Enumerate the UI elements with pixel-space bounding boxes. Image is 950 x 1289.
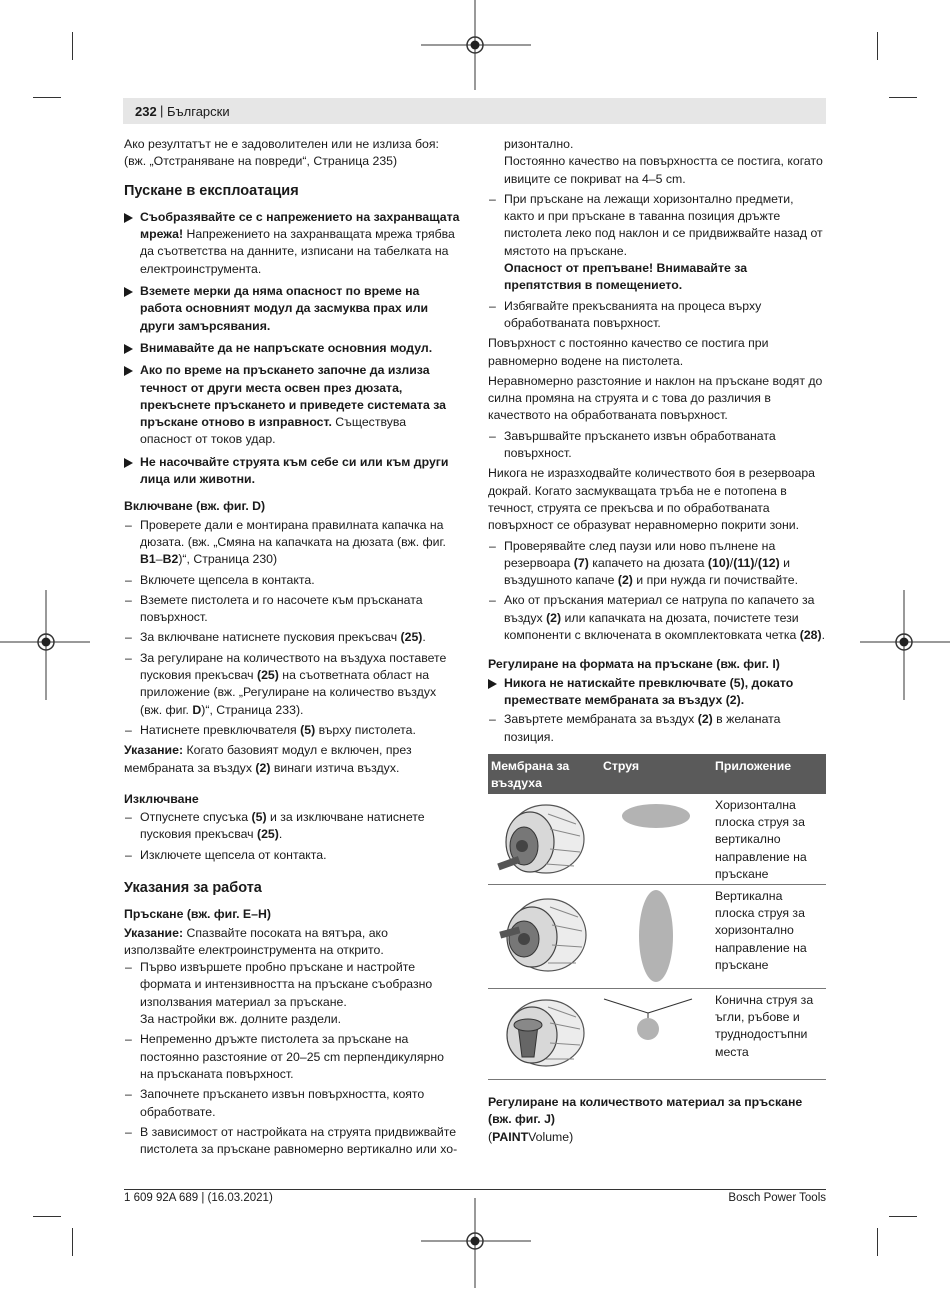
table-row xyxy=(488,794,826,885)
footer-document-id: 1 609 92A 689 | (16.03.2021) xyxy=(124,1192,273,1204)
registration-mark-top xyxy=(421,0,531,90)
table-cell-application: Вертикална плоска струя за хоризонтално направление на пръскане xyxy=(715,888,807,972)
crop-mark xyxy=(877,32,878,60)
warning-arrow-icon xyxy=(124,213,133,223)
list-item: – Включете щепсела в контакта. xyxy=(125,572,315,587)
warning-arrow-icon xyxy=(124,287,133,297)
table-header-cell: Приложение xyxy=(715,758,792,773)
list-item: – Започнете пръскането извън повърхността, която обработвате. xyxy=(125,1087,425,1119)
table-header-cell: Струя xyxy=(603,758,640,773)
subheading-spraying: Пръскане (вж. фиг. E–H) xyxy=(124,907,271,922)
warning-item: Ако по време на пръскането започне да излиза течност от други места освен през дюзата, прекъснете пръскането и приведете системата за пръскане отново в изправност. Съществува опасност от токов удар. xyxy=(124,362,461,448)
header-language: Български xyxy=(167,104,230,119)
crop-mark xyxy=(877,1228,878,1256)
footer-brand: Bosch Power Tools xyxy=(728,1192,826,1204)
crop-mark xyxy=(33,1216,61,1217)
list-item: – Вземете пистолета и го насочете към пръсканата повърхност. xyxy=(125,592,423,625)
crop-mark xyxy=(889,97,917,98)
spray-pattern-horizontal xyxy=(600,794,712,884)
warning-item: Вземете мерки да няма опасност по време на работа основният модул да засмуква прах или други замърсявания. xyxy=(124,283,461,335)
header-separator: | xyxy=(160,103,164,118)
subheading-spray-shape: Регулиране на формата на пръскане (вж. фиг. I) xyxy=(488,657,780,672)
intro-text: Ако резултатът не е задоволителен или не излиза боя: (вж. „Отстраняване на повреди“, Страница 235) xyxy=(124,137,439,169)
page-number: 232 xyxy=(135,104,157,119)
registration-mark-bottom xyxy=(421,1198,531,1288)
warning-item: Внимавайте да не напръскате основния модул. xyxy=(124,340,461,357)
list-item: – Проверете дали е монтирана правилната капачка на дюзата. (вж. „Смяна на капачката на дюзата (вж. фиг. B1–B2)“, Страница 230) xyxy=(125,517,446,567)
registration-mark-right xyxy=(860,590,950,700)
list-item: – Проверявайте след паузи или ново пълнене на резервоара (7) капачето на дюзата (10)/(11)/(12) и въздушното капаче (2) и при нужда ги почиствайте. xyxy=(489,538,799,588)
list-item: – За регулиране на количеството на въздуха поставете пусковия прекъсвач (25) на съответната област на приложение (вж. „Регулиране на количество въздух (вж. фиг. D)“, Страница 233). xyxy=(125,650,447,717)
list-item: – За включване натиснете пусковия прекъсвач (25). xyxy=(125,630,426,645)
warning-arrow-icon xyxy=(124,366,133,376)
list-item: – Изключете щепсела от контакта. xyxy=(125,847,327,862)
body-paragraph: Никога не изразходвайте количеството боя в резервоара докрай. Когато засмукващата тръба не е потопена в течност, струята се прекъсва и по обработваната повърхност се образуват неравномерно покрити зони. xyxy=(488,466,816,533)
note-text: Указание: Спазвайте посоката на вятъра, ако използвайте електроинструмента на открито. xyxy=(124,925,388,957)
crop-mark xyxy=(72,32,73,60)
table-header xyxy=(488,754,826,794)
list-item: – Ако от пръскания материал се натрупа по капачето за въздух (2) или капачката на дюзата, почистете тези компоненти с включената в окомплектовката четка (28). xyxy=(489,593,826,643)
table-row xyxy=(488,885,826,989)
left-column xyxy=(124,136,461,1161)
list-item: – Завършвайте пръскането извън обработваната повърхност. xyxy=(489,428,776,461)
warning-item: Никога не натискайте превключвате (5), докато премествате мембраната за въздух (2). xyxy=(488,675,826,710)
table-header-cell: Мембрана за въздуха xyxy=(491,758,570,790)
spray-shape-table xyxy=(488,754,826,1080)
air-membrane-image xyxy=(488,885,600,988)
warning-item: Не насочвайте струята към себе си или към други лица или животни. xyxy=(124,454,461,489)
list-item: – Завъртете мембраната за въздух (2) в желаната позиция. xyxy=(489,712,781,744)
registration-mark-left xyxy=(0,590,90,700)
list-item: – Първо извършете пробно пръскане и настройте формата и интензивността на пръскане съобразно използвания материал за пръскане. За настройки вж. долните раздели. xyxy=(125,960,433,1027)
list-item: – Избягвайте прекъсванията на процеса върху обработваната повърхност. xyxy=(489,298,762,330)
air-membrane-image xyxy=(488,794,600,884)
paint-volume-label: (PAINTVolume) xyxy=(488,1130,574,1145)
subheading-spray-quantity: Регулиране на количеството материал за пръскане (вж. фиг. J) xyxy=(488,1094,803,1127)
body-paragraph: Повърхност с постоянно качество се постига при равномерно водене на пистолета. xyxy=(488,336,769,368)
subheading-switch-on: Включване (вж. фиг. D) xyxy=(124,499,266,514)
spray-pattern-vertical xyxy=(600,885,712,988)
list-item: – В зависимост от настройката на струята придвижвайте пистолета за пръскане равномерно вертикално или хо- xyxy=(125,1124,458,1157)
list-item: – Натиснете превключвателя (5) върху пистолета. xyxy=(125,722,416,737)
table-cell-application: Конична струя за ъгли, ръбове и труднодостъпни места xyxy=(715,992,814,1059)
table-row xyxy=(488,989,826,1080)
continuation-text: ризонтално. xyxy=(504,137,574,151)
list-item: – Непременно дръжте пистолета за пръскане на постоянно разстояние от 20–25 cm перпендикулярно на пръсканата повърхност. xyxy=(125,1032,444,1081)
warning-arrow-icon xyxy=(488,679,497,689)
note-text: Указание: Когато базовият модул е включен, през мембраната за въздух (2) винаги изтича въздух. xyxy=(124,743,412,775)
table-cell-application: Хоризонтална плоска струя за вертикално направление на пръскане xyxy=(715,797,807,881)
air-membrane-image xyxy=(488,989,600,1079)
continuation-text: Постоянно качество на повърхността се постига, когато ивиците се покриват на 4–5 cm. xyxy=(504,154,823,186)
footer-divider xyxy=(124,1189,826,1190)
subheading-switch-off: Изключване xyxy=(124,791,199,806)
spray-pattern-conical xyxy=(600,989,712,1079)
crop-mark xyxy=(72,1228,73,1256)
page-header xyxy=(123,98,826,124)
body-paragraph: Неравномерно разстояние и наклон на пръскане водят до силна промяна на струята и с това до различия в качеството на обработваната повърхност. xyxy=(488,373,823,423)
crop-mark xyxy=(889,1216,917,1217)
warning-arrow-icon xyxy=(124,458,133,468)
list-item: – При пръскане на лежащи хоризонтално предмети, както и при пръскане в таванна позиция дръжте пистолета леко под наклон и се придвижвайте назад от мястото на пръскане. Опасност от препъване! Внимавайте за препятствия в помещението. xyxy=(489,191,823,293)
warning-item: Съобразявайте се с напрежението на захранващата мрежа! Напрежението на захранващата мрежа трябва да съответства на данните, изписани на табелката на електроинструмента. xyxy=(124,209,461,278)
section-heading-start: Пускане в експлоатация xyxy=(124,182,299,199)
warning-arrow-icon xyxy=(124,344,133,354)
section-heading-work: Указания за работа xyxy=(124,879,262,896)
crop-mark xyxy=(33,97,61,98)
right-column xyxy=(488,136,826,1147)
list-item: – Отпуснете спусъка (5) и за изключване натиснете пусковия прекъсвач (25). xyxy=(125,810,425,842)
